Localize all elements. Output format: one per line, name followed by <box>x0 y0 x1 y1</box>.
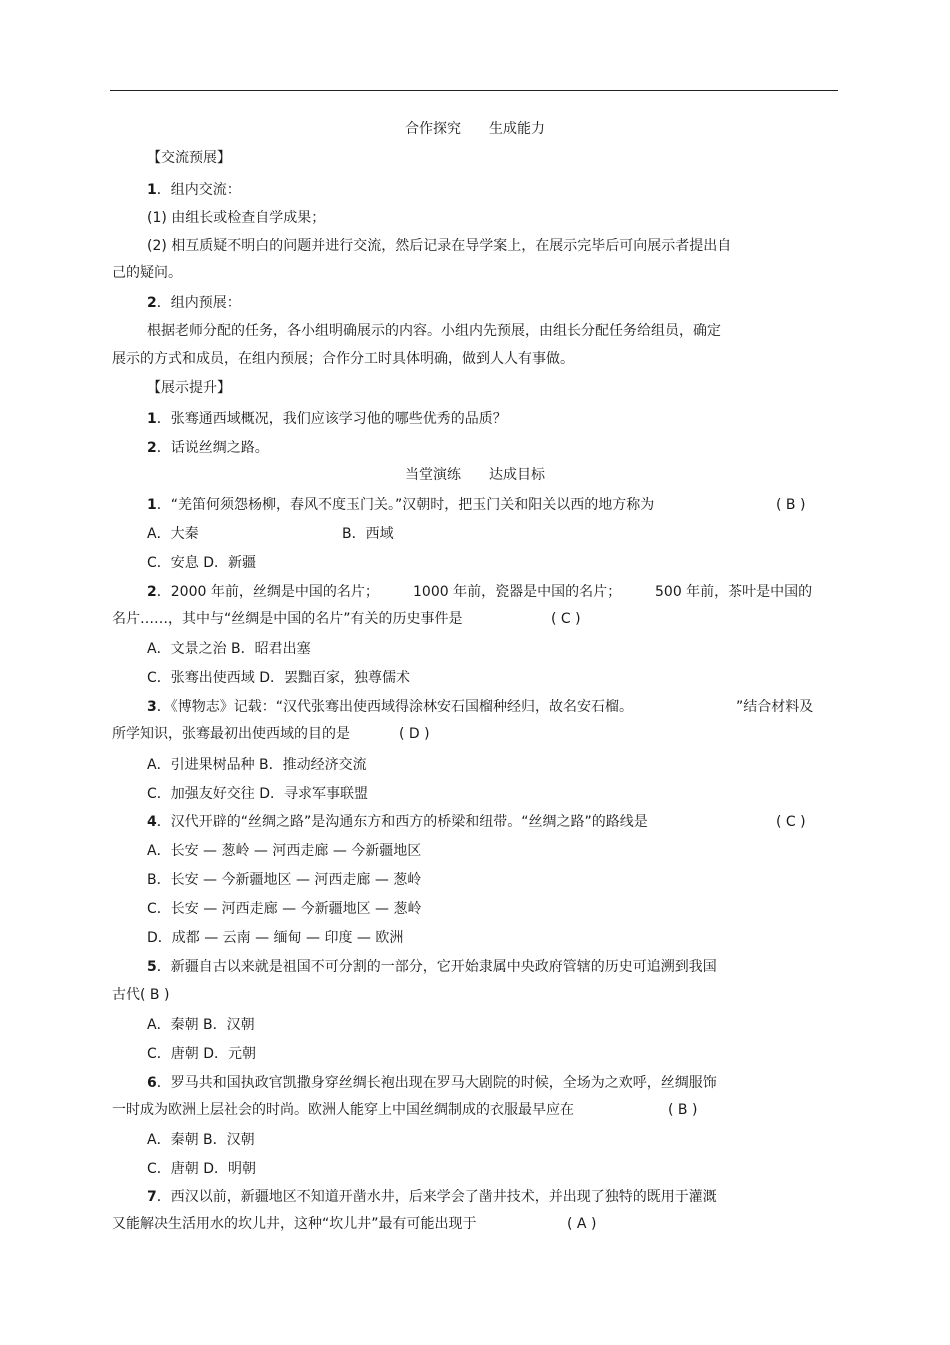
exchange-sub-2-cont: 己的疑问。 <box>112 265 182 281</box>
q3-options-ab: A．引进果树品种 B．推动经济交流 <box>147 757 367 773</box>
exchange-item-1: 1．组内交流： <box>147 182 241 198</box>
question-5: 5．新疆自古以来就是祖国不可分割的一部分，它开始隶属中央政府管辖的历史可追溯到我国 <box>147 959 717 975</box>
answer-3: ( D ) <box>399 726 430 742</box>
section-heading-cooperate: 合作探究 生成能力 <box>405 121 545 137</box>
exchange-paragraph-cont: 展示的方式和成员，在组内预展；合作分工时具体明确，做到人人有事做。 <box>112 351 574 367</box>
q6-options-ab: A．秦朝 B．汉朝 <box>147 1132 255 1148</box>
show-question-2: 2．话说丝绸之路。 <box>147 440 269 456</box>
q5-options-ab: A．秦朝 B．汉朝 <box>147 1017 255 1033</box>
answer-7: ( A ) <box>567 1216 597 1232</box>
q1-options-cd: C．安息 D．新疆 <box>147 555 257 571</box>
q4-option-d: D．成都 — 云南 — 缅甸 — 印度 — 欧洲 <box>147 930 404 946</box>
section-heading-practice: 当堂演练 达成目标 <box>405 467 545 483</box>
q1-option-b: B．西域 <box>342 526 394 542</box>
question-3-part-b: ”结合材料及 <box>736 699 814 715</box>
exchange-paragraph: 根据老师分配的任务，各小组明确展示的内容。小组内先预展，由组长分配任务给组员，确定 <box>147 323 721 339</box>
q6-options-cd: C．唐朝 D．明朝 <box>147 1161 257 1177</box>
exchange-sub-2: (2) 相互质疑不明白的问题并进行交流，然后记录在导学案上，在展示完毕后可向展示者提出自 <box>147 238 732 254</box>
question-6: 6．罗马共和国执政官凯撒身穿丝绸长袍出现在罗马大剧院的时候，全场为之欢呼，丝绸服饰 <box>147 1075 717 1091</box>
q4-option-c: C．长安 — 河西走廊 — 今新疆地区 — 葱岭 <box>147 901 422 917</box>
answer-4: ( C ) <box>776 814 806 830</box>
header-rule <box>110 90 838 91</box>
answer-6: ( B ) <box>668 1102 698 1118</box>
question-3-cont: 所学知识，张骞最初出使西域的目的是 <box>112 726 350 742</box>
answer-1: ( B ) <box>776 497 806 513</box>
q4-option-b: B．长安 — 今新疆地区 — 河西走廊 — 葱岭 <box>147 872 422 888</box>
question-2-part-b: 1000 年前，瓷器是中国的名片； <box>413 584 622 600</box>
question-6-cont: 一时成为欧洲上层社会的时尚。欧洲人能穿上中国丝绸制成的衣服最早应在 <box>112 1102 574 1118</box>
question-2-cont: 名片……，其中与“丝绸是中国的名片”有关的历史事件是 <box>112 611 463 627</box>
q2-options-cd: C．张骞出使西域 D．罢黜百家，独尊儒术 <box>147 670 411 686</box>
question-7-cont: 又能解决生活用水的坎儿井，这种“坎儿井”最有可能出现于 <box>112 1216 477 1232</box>
exchange-sub-1: (1) 由组长或检查自学成果； <box>147 210 326 226</box>
question-5-cont: 古代( B ) <box>112 987 170 1003</box>
q5-options-cd: C．唐朝 D．元朝 <box>147 1046 257 1062</box>
q1-option-a: A．大秦 <box>147 526 199 542</box>
q4-option-a: A．长安 — 葱岭 — 河西走廊 — 今新疆地区 <box>147 843 422 859</box>
question-2: 2．2000 年前，丝绸是中国的名片； <box>147 584 379 600</box>
exchange-item-2: 2．组内预展： <box>147 295 241 311</box>
question-4: 4．汉代开辟的“丝绸之路”是沟通东方和西方的桥梁和纽带。“丝绸之路”的路线是 <box>147 814 648 830</box>
answer-2: ( C ) <box>551 611 581 627</box>
show-title: 【展示提升】 <box>147 380 231 396</box>
exchange-title: 【交流预展】 <box>147 150 231 166</box>
question-7: 7．西汉以前，新疆地区不知道开凿水井，后来学会了凿井技术，并出现了独特的既用于灌溉 <box>147 1189 717 1205</box>
question-1: 1．“羌笛何须怨杨柳，春风不度玉门关。”汉朝时，把玉门关和阳关以西的地方称为 <box>147 497 655 513</box>
q2-options-ab: A．文景之治 B．昭君出塞 <box>147 641 311 657</box>
question-2-part-c: 500 年前，茶叶是中国的 <box>655 584 813 600</box>
question-3: 3．《博物志》记载：“汉代张骞出使西域得涂林安石国榴种经归，故名安石榴。 <box>147 699 634 715</box>
show-question-1: 1．张骞通西域概况，我们应该学习他的哪些优秀的品质？ <box>147 411 507 427</box>
q3-options-cd: C．加强友好交往 D．寻求军事联盟 <box>147 786 369 802</box>
